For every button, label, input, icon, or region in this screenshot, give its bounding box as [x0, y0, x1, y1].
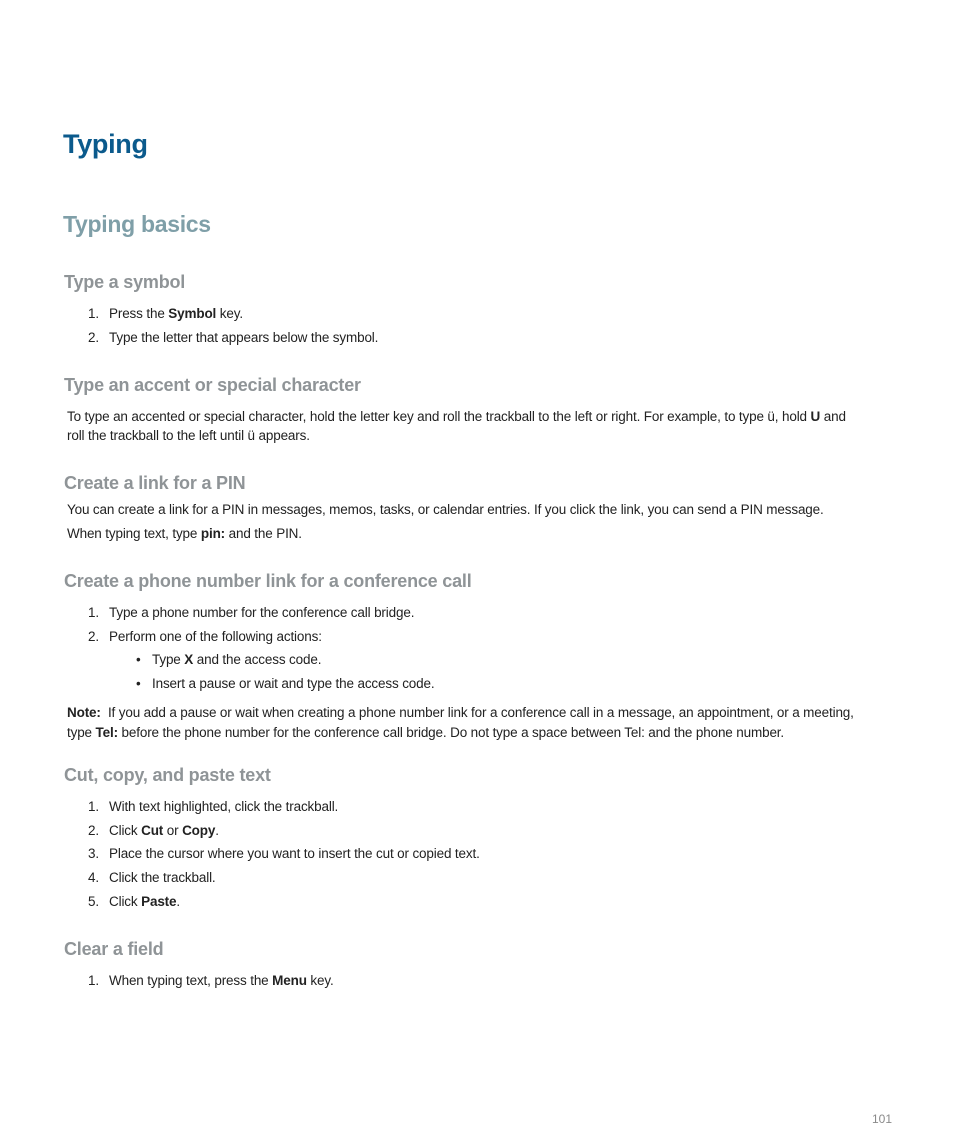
note-text: type	[67, 725, 96, 740]
step-text: .	[215, 823, 219, 838]
list-item-text: Place the cursor where you want to insert the cut or copied text.	[109, 846, 480, 861]
step-number: 1.	[88, 799, 99, 814]
step-number: 5.	[88, 894, 99, 909]
list-item-text: Perform one of the following actions:	[109, 629, 322, 644]
topic-title-pin: Create a link for a PIN	[64, 473, 246, 493]
command-name: Cut	[141, 823, 164, 838]
list-item-text	[109, 894, 180, 909]
list-item-text	[109, 823, 219, 838]
list-item-text	[109, 306, 243, 321]
step-number: 1.	[88, 306, 99, 321]
command-name: Copy	[182, 823, 216, 838]
step-number: 2.	[88, 330, 99, 345]
note-text: before the phone number for the conference call bridge. Do not type a space between Tel: and the phone number.	[117, 725, 785, 740]
paragraph-line: You can create a link for a PIN in messages, memos, tasks, or calendar entries. If you click the link, you can send a PIN message.	[67, 502, 824, 517]
key-name: U	[810, 409, 821, 424]
list-item-text	[109, 973, 334, 988]
topic-title-accent: Type an accent or special character	[64, 375, 361, 395]
note-text: If you add a pause or wait when creating a phone number link for a conference call in a message, an appointment, or a meeting,	[100, 705, 854, 720]
key-name: Tel:	[95, 725, 118, 740]
step-number: 3.	[88, 846, 99, 861]
step-text: Press the	[109, 306, 169, 321]
step-text: When typing text, press the	[109, 973, 273, 988]
topic-title-cut-copy-paste: Cut, copy, and paste text	[64, 765, 271, 785]
key-name: Menu	[272, 973, 307, 988]
step-number: 4.	[88, 870, 99, 885]
list-item-text: With text highlighted, click the trackball.	[109, 799, 339, 814]
topic-title-type-symbol: Type a symbol	[64, 272, 186, 292]
step-number: 1.	[88, 605, 99, 620]
step-text: key.	[306, 973, 334, 988]
bullet-icon: •	[136, 676, 141, 691]
paragraph-line	[67, 526, 302, 541]
step-number: 1.	[88, 973, 99, 988]
note-label: Note:	[67, 705, 101, 720]
list-item-text: Click the trackball.	[109, 870, 216, 885]
list-item-text: Type the letter that appears below the symbol.	[109, 330, 379, 345]
section-title: Typing basics	[63, 211, 211, 237]
step-number: 2.	[88, 823, 99, 838]
step-text: Click	[109, 894, 142, 909]
paragraph-text: and the PIN.	[225, 526, 302, 541]
bullet-icon: •	[136, 652, 141, 667]
paragraph-text: When typing text, type	[67, 526, 201, 541]
step-text: Click	[109, 823, 142, 838]
command-name: Paste	[141, 894, 177, 909]
bullet-text-part: Type	[152, 652, 185, 667]
bullet-text	[152, 652, 321, 667]
bullet-text: Insert a pause or wait and type the access code.	[152, 676, 435, 691]
topic-title-clear-field: Clear a field	[64, 939, 164, 959]
chapter-title: Typing	[63, 129, 148, 159]
note-line	[67, 725, 784, 740]
paragraph-text: To type an accented or special character, hold the letter key and roll the trackball to the left or right. For example, to type ü, hold	[67, 409, 811, 424]
key-name: X	[184, 652, 194, 667]
list-item-text: Type a phone number for the conference call bridge.	[109, 605, 415, 620]
bullet-text-part: and the access code.	[193, 652, 322, 667]
note-line	[67, 705, 854, 720]
step-text: .	[176, 894, 180, 909]
paragraph-line	[67, 409, 846, 424]
page-number: 101	[872, 1112, 893, 1126]
paragraph-text: and	[820, 409, 846, 424]
topic-title-conference: Create a phone number link for a conference call	[64, 571, 472, 591]
step-text: or	[163, 823, 183, 838]
step-number: 2.	[88, 629, 99, 644]
key-name: Symbol	[168, 306, 217, 321]
paragraph-line: roll the trackball to the left until ü appears.	[67, 428, 310, 443]
key-name: pin:	[200, 526, 226, 541]
step-text: key.	[216, 306, 243, 321]
